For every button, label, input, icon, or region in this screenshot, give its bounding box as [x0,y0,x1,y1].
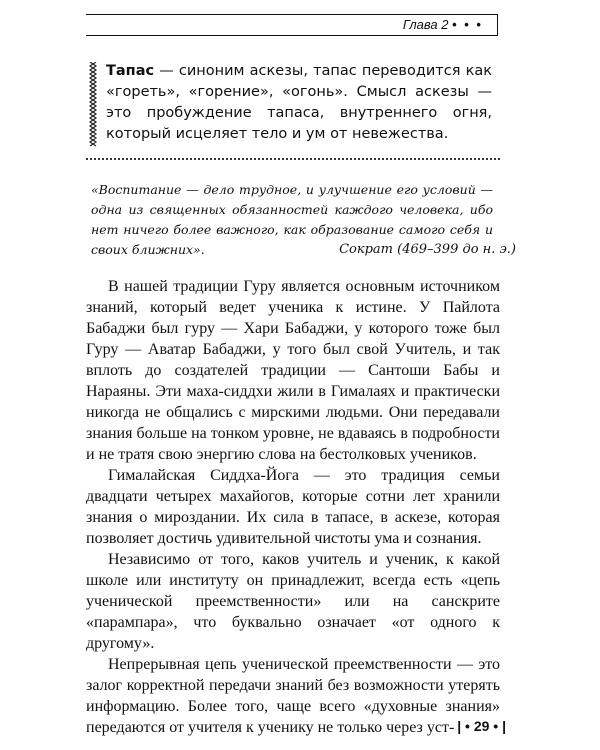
paragraph: Непрерывная цепь ученической преемственности — это залог корректной передачи знаний без возможности утерять информацию. Более того, чаще всего «духовные знания» передаются от учителя к ученику не только через уст- [86,656,500,736]
epigraph-quote: «Воспитание — дело трудное, и улучшение его условий — одна из священных обязанностей каждого человека, ибо нет ничего более важного, как образование самого себя и своих ближних». [91,182,493,257]
body-text [86,276,500,738]
definition-text: — синоним аскезы, тапас переводится как «гореть», «горение», «огонь». Смысл аскезы — это пробуждение тапаса, внутреннего огня, который исцеляет тело и ум от невежества. [106,63,492,142]
chapter-label [403,17,483,33]
running-header [86,14,498,36]
paragraph: В нашей традиции Гуру является основным источником знаний, который ведет ученика к истине. У Пайлота Бабаджи был гуру — Хари Бабаджи, у которого тоже был Гуру — Аватар Бабаджи, у того был свой Учитель, и так вплоть до создателей традиции — Сантоши Бабы и Нараяны. Эти маха-сиддхи жили в Гималаях и практически никогда не общались с мирскими людьми. Они передавали знания больше на тонком уровне, не вдаваясь в подробности и не тратя свою энергию слова на бестолковых учеников. [86,278,500,463]
paragraph: Гималайская Сиддха-Йога — это традиция семьи двадцати четырех махайогов, которые сотни лет хранили знания о мироздании. Их сила в тапасе, в аскезе, которая позволяет достичь удивительной чистоты ума и сознания. [86,467,500,547]
page-number: | • 29 • | [457,718,506,734]
definition-term: Тапас [106,63,155,79]
epigraph-attribution: Сократ (469–399 до н. э.) [339,242,516,257]
paragraph: Независимо от того, каков учитель и ученик, к какой школе или институту он принадлежит, всегда есть «цепь ученической преемственности» или на санскрите «парампара», что буквально означает «от одного к другому». [86,551,500,652]
header-dots: • • • [452,17,483,32]
dotted-divider [86,158,500,160]
definition-sidebar [106,61,492,145]
chapter-title: Глава 2 [402,17,449,32]
zigzag-ornament [88,62,98,148]
